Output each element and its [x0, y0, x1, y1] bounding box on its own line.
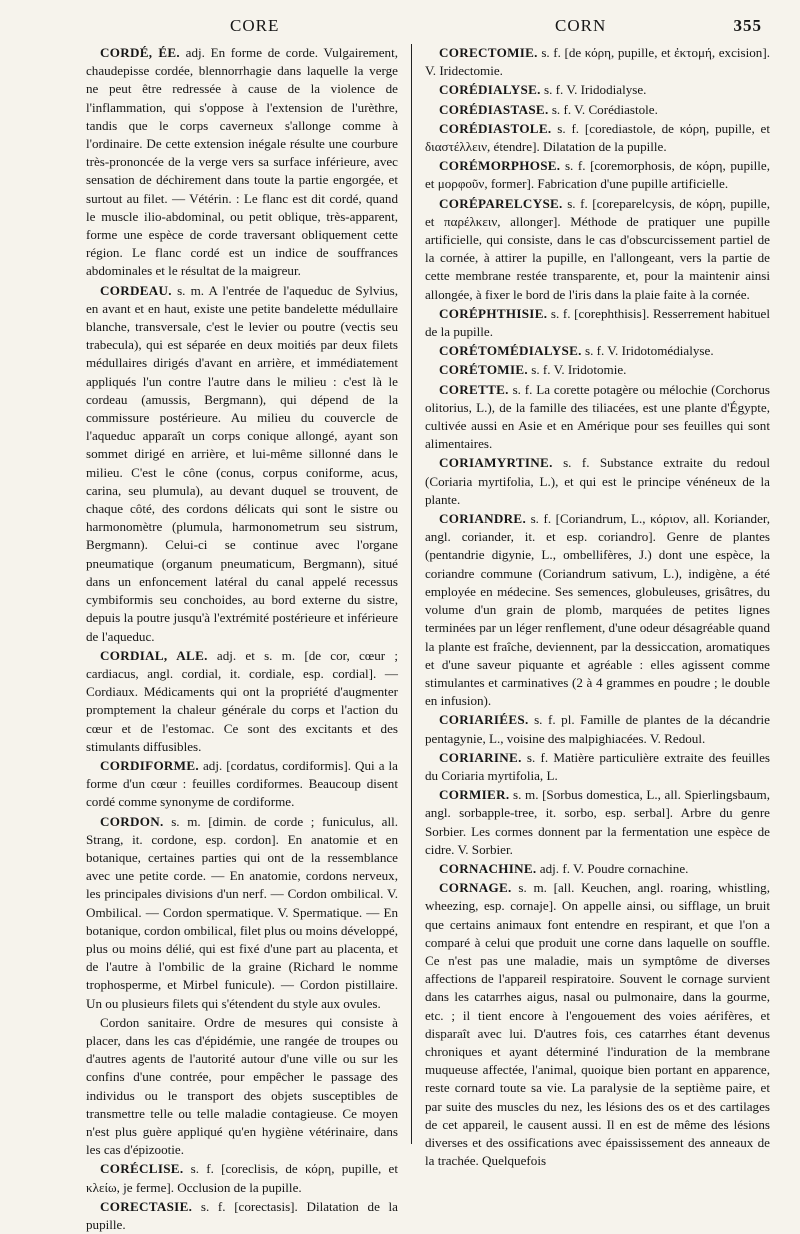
entry-text: s. f. V. Corédiastole. [551, 101, 658, 117]
entry-text: adj. En forme de corde. Vulgairement, chaudepisse cordée, blennorrhagie dans laquelle la verge ne peut être redressée à cause de la violence de l'inflammation, qui s'oppose à l'extension de l'urèthre, tandis que le corps caverneux s'allonge comme à l'ordinaire. De cette extension inégale résulte une courbure très-prononcée de la verge vers sa surface inférieure, avec sensation de déchirement dans toute la partie engorgée, et surtout au filet. — Vétérin. : Le flanc est dit cordé, quand le muscle ilio-abdominal, ou petit oblique, très-apparent, forme une espèce de corde traversant obliquement cette région. Le flanc cordé est un indice de souffrances abdominales et le résultat de la maigreur. [86, 45, 398, 279]
running-head [80, 14, 762, 40]
entry-text: s. f. [coreparelcysis, de κόρη, pupille, et παρέλκειν, allonger]. Méthode de pratiquer une pupille artificielle, qui consiste, dans le cas d'obscurcissement partiel de la cornée, à attirer la pupille, en l'allongeant, vers la partie de cette membrane restée transparente, et, pour la maintenir ainsi allongée, à fixer le bord de l'iris dans la plaie faite à la cornée. [425, 195, 770, 302]
entry-text: adj. et s. m. [de cor, cœur ; cardiacus, angl. cordial, it. cordiale, esp. cordial]. — Cordiaux. Médicaments qui ont la propriété d'augmenter promptement la chaleur générale du corps et l'action du cœur et de l'estomac. Ce sont des excitants et des stimulants diffusibles. [86, 647, 398, 754]
running-head-left: CORE [230, 16, 280, 35]
dictionary-entry [86, 757, 398, 812]
entry-text: s. f. [coreclisis, de κόρη, pupille, et κλείω, je ferme]. Occlusion de la pupille. [86, 1161, 399, 1195]
dictionary-entry [425, 749, 770, 785]
entry-headword: CORECTASIE. [100, 1198, 193, 1214]
entry-headword: CORÉDIASTASE. [439, 101, 549, 117]
entry-text: s. f. La corette potagère ou mélochie (Corchorus olitorius, L.), de la famille des tiliacées, est une plante d'Égypte, cultivée aussi en Asie et en Amérique pour ses feuilles qui sont alimentaires. [425, 381, 770, 452]
entry-headword: CORIARIÉES. [439, 712, 529, 728]
entry-text: adj. f. V. Poudre cornachine. [539, 860, 689, 876]
entry-headword: CORMIER. [439, 787, 510, 803]
dictionary-entry [86, 647, 398, 756]
entry-headword: CORÉDIASTOLE. [439, 120, 552, 136]
dictionary-entry [425, 381, 770, 454]
dictionary-entry [425, 860, 770, 878]
entry-headword: CORIAMYRTINE. [439, 455, 553, 471]
entry-headword: CORÉPHTHISIE. [439, 305, 548, 321]
dictionary-entry [86, 44, 398, 281]
dictionary-entry [425, 879, 770, 1170]
entry-text: s. m. A l'entrée de l'aqueduc de Sylvius, en avant et en haut, existe une petite bandelette médullaire blanche, transversale, c'est le levier ou poutre (vectis seu trabecula), qui est séparée en deux moitiés par deux filets médullaires dirigés d'avant en arrière, et immédiatement appliqués l'un contre l'autre dans le milieu : c'est là le cordeau (amussis, Bergmann), qui dépend de la commissure postérieure. Au milieu du couvercle de l'aqueduc apparaît un corps conique allongé, ayant son sommet dirigé en arrière, et lui-même sillonné dans le milieu. C'est le cône (conus, corpus coniforme, acus, carina, seu plumula), au devant duquel se trouvent, de chaque côté, des cordons délicats qui sont le sistre ou harmonomètre (plumula, harmonometrum seu sistrum, Bergmann). Celui-ci se continue avec l'organe pneumatique (organum pneumaticum, Bergmann), situé dans un enfoncement latéral du canal appelé recessus cymbiformis seu conchoides, au bord externe du sistre, depuis la poutre jusqu'à l'extrémité postérieure et inférieure de l'aqueduc. [86, 282, 398, 644]
dictionary-entry [86, 282, 398, 646]
entry-text: s. f. V. Iridodialyse. [544, 82, 647, 98]
entry-text: s. f. [corediastole, de κόρη, pupille, et διαστέλλειν, étendre]. Dilatation de la pupille. [425, 120, 770, 155]
dictionary-entry [425, 786, 770, 859]
dictionary-entry [86, 813, 398, 1013]
entry-text: s. f. [corephthisis]. Resserrement habituel de la pupille. [425, 305, 770, 340]
entry-text: Cordon sanitaire. Ordre de mesures qui consiste à placer, dans les cas d'épidémie, une rangée de troupes ou d'autres agents de l'autorité autour d'une ville ou sur les confins d'une contrée, pour empêcher le passage des individus ou le transport des objets susceptibles de transmettre telle ou telle maladie contagieuse. Ce moyen n'est plus guère appliqué qu'en hygiène vétérinaire, dans les cas d'épizootie. [86, 1014, 398, 1158]
dictionary-entry [425, 711, 770, 747]
entry-text: s. f. [Coriandrum, L., κόριον, all. Koriander, angl. coriander, it. et esp. coriandro]. Genre de plantes (pentandrie digynie, L., ombellifères, J.) dont une espèce, la coriandre commune (Coriandrum sativum, L.), indigène, a été employée en médecine. Ses semences, globuleuses, grisâtres, du volume d'un grain de plomb, marquées de petites lignes terminées par un léger renflement, d'une odeur désagréable quand la plante est fraîche, deviennent, par la dessiccation, aromatiques et d'une saveur piquante et agréable : elles agissent comme stimulantes et carminatives (2 à 4 grammes en poudre ; le double en infusion). [425, 511, 770, 709]
entry-headword: CORDON. [100, 813, 164, 829]
entry-headword: CORDIAL, ALE. [100, 647, 208, 663]
dictionary-entry [425, 305, 770, 341]
dictionary-entry [425, 44, 770, 80]
entry-text: s. m. [all. Keuchen, angl. roaring, whistling, wheezing, esp. cornaje]. On appelle ainsi, ou sifflage, un bruit que certains animaux font entendre en respirant, et que l'on a comparé à celui que produit une corne dans laquelle on souffle. Ce n'est pas une maladie, mais un symptôme de diverses affections de l'appareil respiratoire. Souvent le cornage survient dans les catarrhes aigus, nasal ou pulmonaire, dans la gourme, etc. ; il tient encore à l'engouement des voies aérifères, et disparaît avec lui. D'autres fois, ces catarrhes étant devenus chroniques et ayant déterminé l'induration de la membrane muqueuse affectée, l'animal, quoique bien portant en apparence, reste cornard toute sa vie. La paralysie de la septième paire, et par suite des muscles du nez, les lésions des os et des cartilages de cet appareil, le causent aussi. Il en est de même des lésions diverses et des ossifications avec épaississement des anneaux de la trachée. Quelquefois [425, 880, 770, 1169]
entry-text: s. f. pl. Famille de plantes de la décandrie pentagynie, L., voisine des malpighiacées. V. Redoul. [425, 712, 770, 746]
entry-headword: CORÉDIALYSE. [439, 82, 541, 98]
entry-headword: CORIANDRE. [439, 511, 527, 527]
entry-headword: CORIARINE. [439, 749, 522, 765]
entry-text: s. f. V. Iridotomie. [531, 362, 627, 378]
page-number: 355 [733, 16, 762, 35]
dictionary-entry [86, 1198, 398, 1234]
running-head-center: CORN [555, 16, 607, 35]
dictionary-entry [425, 454, 770, 509]
entry-headword: CORÉTOMÉDIALYSE. [439, 343, 582, 359]
column-rule [411, 44, 412, 1144]
entry-text: s. f. Substance extraite du redoul (Coriaria myrtifolia, L.), et qui est le principe vénéneux de la plante. [425, 455, 770, 507]
entry-text: s. f. [de κόρη, pupille, et ἐκτομή, excision]. V. Iridectomie. [425, 45, 770, 79]
right-column [425, 44, 770, 1169]
dictionary-entry [425, 157, 770, 193]
entry-headword: CORNAGE. [439, 880, 512, 896]
entry-text: s. m. [Sorbus domestica, L., all. Spierlingsbaum, angl. sorbapple-tree, it. sorbo, esp. serbal]. Arbre du genre Sorbier. Les cormes donnent par la fermentation une espèce de cidre. V. Sorbier. [425, 787, 770, 857]
entry-text: s. f. V. Iridotomédialyse. [584, 343, 714, 359]
entry-text: adj. [cordatus, cordiformis]. Qui a la forme d'un cœur : feuilles cordiformes. Beaucoup disent cordé comme synonyme de cordiforme. [86, 757, 398, 810]
entry-headword: CORÉTOMIE. [439, 362, 528, 378]
entry-headword: CORÉMORPHOSE. [439, 158, 561, 174]
entry-headword: CORDIFORME. [100, 757, 199, 773]
entry-text: s. f. [corectasis]. Dilatation de la pupille. [86, 1198, 398, 1232]
entry-text: s. f. [coremorphosis, de κόρη, pupille, et μορφοῦν, former]. Fabrication d'une pupille artificielle. [425, 158, 770, 192]
dictionary-entry [425, 81, 770, 99]
left-column [86, 44, 399, 1232]
dictionary-entry [425, 510, 770, 710]
dictionary-entry [425, 342, 770, 360]
entry-headword: CORNACHINE. [439, 860, 537, 876]
entry-headword: CORÉPARELCYSE. [439, 195, 563, 211]
dictionary-entry [86, 1160, 398, 1196]
entry-headword: CORDÉ, ÉE. [100, 45, 180, 60]
dictionary-entry [425, 101, 770, 119]
dictionary-entry [425, 195, 770, 304]
dictionary-entry [425, 361, 770, 379]
entry-text: s. m. [dimin. de corde ; funiculus, all. Strang, it. cordone, esp. cordon]. En anatomie et en botanique, certaines parties qui ont de la ressemblance avec une petite corde. — En anatomie, cordons nerveux, les principales divisions d'un nerf. — Cordon ombilical. V. Ombilical. — Cordon spermatique. V. Spermatique. — En botanique, cordon ombilical, filet plus ou moins développé, plus ou moins délié, qui est fixé d'une part au placenta, et de l'autre à l'ombilic de la graine (Richard le nomme trophosperme, et Mirbel funicule). — Cordon pistillaire. Un ou plusieurs filets qui s'étendent du style aux ovules. [86, 813, 399, 1011]
entry-headword: CORÉCLISE. [100, 1161, 184, 1177]
entry-headword: CORETTE. [439, 381, 509, 397]
dictionary-entry [425, 120, 770, 156]
entry-headword: CORDEAU. [100, 282, 172, 298]
entry-headword: CORECTOMIE. [439, 45, 538, 60]
dictionary-entry [86, 1014, 398, 1160]
entry-text: s. f. Matière particulière extraite des feuilles du Coriaria myrtifolia, L. [425, 749, 770, 783]
